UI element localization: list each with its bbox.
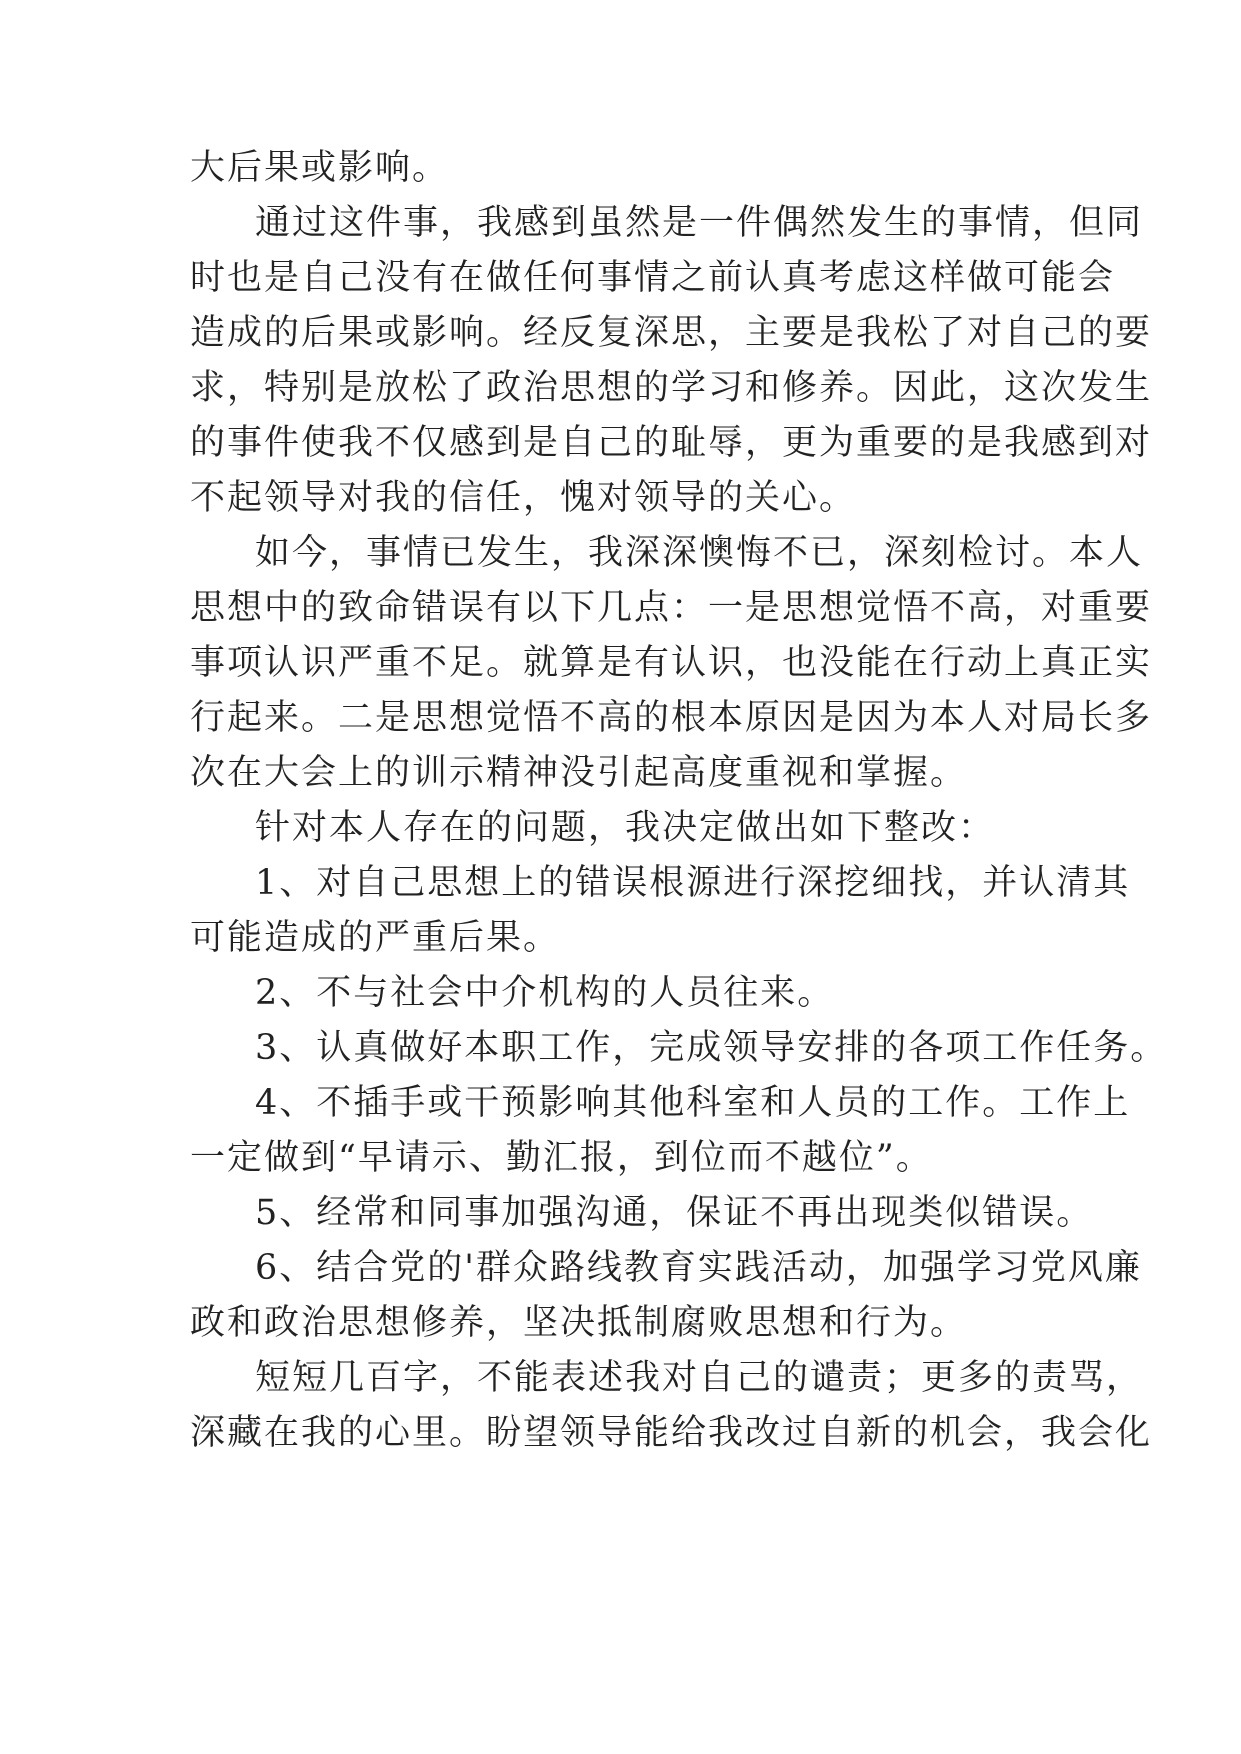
text-line: 事项认识严重不足。就算是有认识，也没能在行动上真正实: [190, 643, 1153, 683]
list-item-line: 1、对自己思想上的错误根源进行深挖细找，并认清其: [255, 863, 1131, 903]
text-line: 行起来。二是思想觉悟不高的根本原因是因为本人对局长多: [190, 698, 1153, 738]
list-item-line: 4、不插手或干预影响其他科室和人员的工作。工作上: [255, 1083, 1131, 1123]
text-line: 思想中的致命错误有以下几点：一是思想觉悟不高，对重要: [190, 588, 1153, 628]
text-line: 造成的后果或影响。经反复深思，主要是我松了对自己的要: [190, 313, 1153, 353]
text-line: 时也是自己没有在做任何事情之前认真考虑这样做可能会: [190, 258, 1116, 298]
text-line: 求，特别是放松了政治思想的学习和修养。因此，这次发生: [190, 368, 1153, 408]
list-item-line: 2、不与社会中介机构的人员往来。: [255, 973, 835, 1013]
paragraph-start-line: 针对本人存在的问题，我决定做出如下整改：: [255, 808, 996, 848]
text-line: 的事件使我不仅感到是自己的耻辱，更为重要的是我感到对: [190, 423, 1153, 463]
paragraph-start-line: 短短几百字，不能表述我对自己的谴责；更多的责骂，: [255, 1358, 1144, 1398]
text-line: 不起领导对我的信任，愧对领导的关心。: [190, 478, 857, 518]
text-line: 可能造成的严重后果。: [190, 918, 561, 958]
text-line: 政和政治思想修养，坚决抵制腐败思想和行为。: [190, 1303, 968, 1343]
paragraph-start-line: 如今，事情已发生，我深深懊悔不已，深刻检讨。本人: [255, 533, 1144, 573]
text-line: 一定做到“早请示、勤汇报，到位而不越位”。: [190, 1138, 933, 1178]
list-item-line: 5、经常和同事加强沟通，保证不再出现类似错误。: [255, 1193, 1094, 1233]
paragraph-start-line: 通过这件事，我感到虽然是一件偶然发生的事情，但同: [255, 203, 1144, 243]
text-line: 深藏在我的心里。盼望领导能给我改过自新的机会，我会化: [190, 1413, 1153, 1453]
text-line: 次在大会上的训示精神没引起高度重视和掌握。: [190, 753, 968, 793]
text-line: 大后果或影响。: [190, 148, 450, 188]
list-item-line: 3、认真做好本职工作，完成领导安排的各项工作任务。: [255, 1028, 1168, 1068]
list-item-line: 6、结合党的'群众路线教育实践活动，加强学习党风廉: [255, 1248, 1142, 1288]
